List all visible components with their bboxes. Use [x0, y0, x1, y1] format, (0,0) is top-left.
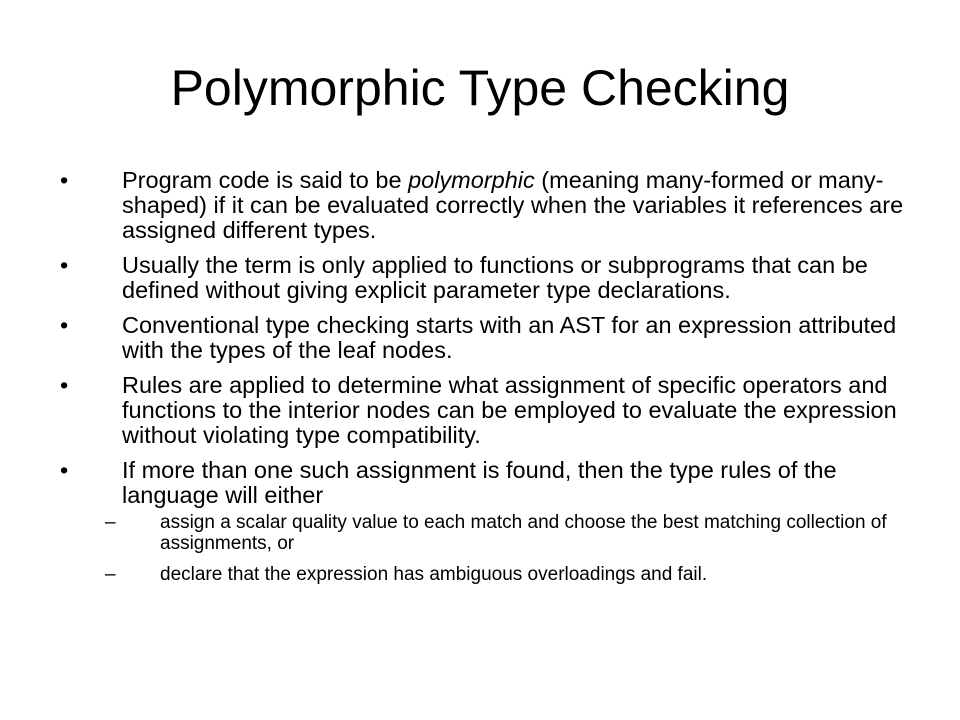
sub-item	[60, 512, 920, 554]
bullet-item	[60, 253, 920, 303]
bullet-item	[60, 168, 920, 243]
sub-list	[60, 512, 920, 585]
sub-item	[60, 564, 920, 585]
sub-marker: –	[105, 564, 116, 585]
bullet-list	[60, 168, 920, 595]
bullet-text: Usually the term is only applied to functions or subprograms that can be defined without giving explicit parameter type declarations.	[122, 252, 868, 303]
bullet-marker: •	[60, 167, 69, 193]
bullet-marker: •	[60, 372, 69, 398]
slide-title: Polymorphic Type Checking	[170, 60, 790, 116]
bullet-text: If more than one such assignment is found, then the type rules of the language will either	[122, 457, 837, 508]
bullet-item	[60, 458, 920, 585]
bullet-text: Rules are applied to determine what assignment of specific operators and functions to the interior nodes can be employed to evaluate the expression without violating type compatibility.	[122, 372, 897, 448]
sub-marker: –	[105, 512, 116, 533]
bullet-text-post: (meaning many-formed or many-shaped) if it can be evaluated correctly when the variables it references are assigned different types.	[122, 167, 904, 243]
bullet-marker: •	[60, 457, 69, 483]
bullet-text-emphasis: polymorphic	[408, 167, 535, 193]
bullet-marker: •	[60, 252, 69, 278]
bullet-text: Conventional type checking starts with an AST for an expression attributed with the types of the leaf nodes.	[122, 312, 897, 363]
bullet-item	[60, 373, 920, 448]
bullet-item	[60, 313, 920, 363]
bullet-text-pre: Program code is said to be	[122, 167, 409, 193]
sub-item-text: declare that the expression has ambiguous overloadings and fail.	[160, 564, 708, 585]
bullet-marker: •	[60, 312, 69, 338]
sub-item-text: assign a scalar quality value to each match and choose the best matching collection of assignments, or	[160, 512, 887, 554]
